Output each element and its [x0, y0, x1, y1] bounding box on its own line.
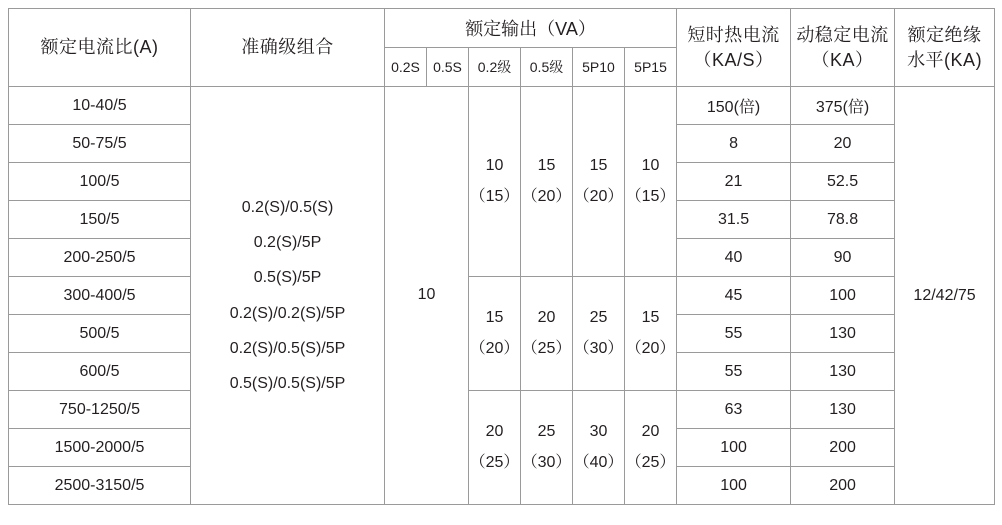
- va-main: 15: [537, 157, 556, 175]
- cell-dynamic-current: 52.5: [791, 163, 895, 201]
- cell-dynamic-current: 78.8: [791, 201, 895, 239]
- cell-ratio: 10-40/5: [9, 87, 191, 125]
- cell-dynamic-current: 130: [791, 315, 895, 353]
- cell-dynamic-current: 20: [791, 125, 895, 163]
- header-short-time-thermal-current: [677, 9, 791, 87]
- va-alt: （30）: [521, 453, 572, 471]
- header-rated-output-group: 额定输出（VA）: [385, 9, 677, 48]
- cell-ratio: 200-250/5: [9, 239, 191, 277]
- header-short-time-thermal-current-line2: （KA/S）: [693, 49, 774, 70]
- va-main: 15: [641, 309, 660, 327]
- cell-thermal-current: 55: [677, 353, 791, 391]
- cell-va-5p10: [573, 87, 625, 277]
- header-row-1: [9, 9, 995, 48]
- cell-ratio: 500/5: [9, 315, 191, 353]
- cell-dynamic-current: 100: [791, 277, 895, 315]
- cell-ratio: 300-400/5: [9, 277, 191, 315]
- cell-va-5p15: [625, 277, 677, 391]
- cell-ratio: 50-75/5: [9, 125, 191, 163]
- cell-va-5p15: [625, 87, 677, 277]
- va-alt: （15）: [625, 187, 676, 205]
- va-alt: （40）: [573, 453, 624, 471]
- header-rated-insulation-level-line1: 额定绝缘: [907, 25, 982, 46]
- cell-va-0-2-class: [469, 391, 521, 505]
- cell-va-0-2-class: [469, 277, 521, 391]
- cell-thermal-current: 55: [677, 315, 791, 353]
- cell-thermal-current: 100: [677, 429, 791, 467]
- cell-va-0-5-class: [521, 391, 573, 505]
- va-main: 15: [589, 157, 608, 175]
- va-alt: （20）: [521, 187, 572, 205]
- cell-va-5p10: [573, 277, 625, 391]
- header-dynamic-stability-current-line1: 动稳定电流: [796, 25, 889, 46]
- header-ratio: 额定电流比(A): [9, 9, 191, 87]
- header-va-0-2-class: 0.2级: [469, 48, 521, 87]
- cell-dynamic-current: 200: [791, 467, 895, 505]
- accuracy-line: 0.2(S)/5P: [253, 234, 322, 252]
- va-alt: （20）: [469, 339, 520, 357]
- cell-thermal-current: 8: [677, 125, 791, 163]
- table-row: [9, 87, 995, 125]
- cell-va-0-5-class: [521, 87, 573, 277]
- header-accuracy-combo: 准确级组合: [191, 9, 385, 87]
- header-dynamic-stability-current-line2: （KA）: [811, 49, 874, 70]
- accuracy-line: 0.5(S)/5P: [253, 269, 322, 287]
- va-alt: （25）: [521, 339, 572, 357]
- header-va-0-2s: 0.2S: [385, 48, 427, 87]
- cell-thermal-current: 45: [677, 277, 791, 315]
- cell-va-0-2-class: [469, 87, 521, 277]
- cell-insulation-level: 12/42/75: [895, 87, 995, 505]
- accuracy-line: 0.5(S)/0.5(S)/5P: [229, 374, 346, 392]
- cell-ratio: 600/5: [9, 353, 191, 391]
- cell-ratio: 100/5: [9, 163, 191, 201]
- cell-ratio: 150/5: [9, 201, 191, 239]
- cell-thermal-current: 40: [677, 239, 791, 277]
- va-main: 20: [485, 423, 504, 441]
- header-va-5p10: 5P10: [573, 48, 625, 87]
- table-row: [9, 277, 995, 315]
- cell-va-5p15: [625, 391, 677, 505]
- va-alt: （25）: [625, 453, 676, 471]
- cell-dynamic-current: 130: [791, 353, 895, 391]
- cell-ratio: 2500-3150/5: [9, 467, 191, 505]
- header-rated-insulation-level-line2: 水平(KA): [907, 49, 983, 70]
- cell-thermal-current: 100: [677, 467, 791, 505]
- cell-va-0-5-class: [521, 277, 573, 391]
- va-main: 25: [589, 309, 608, 327]
- cell-dynamic-current: 90: [791, 239, 895, 277]
- cell-dynamic-current: 200: [791, 429, 895, 467]
- specification-table: [8, 8, 995, 505]
- cell-va-0-2s-0-5s: 10: [385, 87, 469, 505]
- header-dynamic-stability-current: [791, 9, 895, 87]
- header-rated-insulation-level: [895, 9, 995, 87]
- va-alt: （15）: [469, 187, 520, 205]
- va-main: 20: [537, 309, 556, 327]
- va-main: 20: [641, 423, 660, 441]
- header-short-time-thermal-current-line1: 短时热电流: [687, 25, 780, 46]
- va-alt: （20）: [573, 187, 624, 205]
- cell-dynamic-current: 375(倍): [791, 87, 895, 125]
- accuracy-line: 0.2(S)/0.5(S)/5P: [229, 339, 346, 357]
- header-va-0-5s: 0.5S: [427, 48, 469, 87]
- cell-dynamic-current: 130: [791, 391, 895, 429]
- va-alt: （30）: [573, 339, 624, 357]
- va-main: 10: [641, 157, 660, 175]
- accuracy-line: 0.2(S)/0.2(S)/5P: [229, 304, 346, 322]
- header-va-0-5-class: 0.5级: [521, 48, 573, 87]
- cell-thermal-current: 150(倍): [677, 87, 791, 125]
- va-main: 25: [537, 423, 556, 441]
- cell-va-5p10: [573, 391, 625, 505]
- cell-thermal-current: 31.5: [677, 201, 791, 239]
- va-main: 30: [589, 423, 608, 441]
- table-row: [9, 391, 995, 429]
- cell-ratio: 1500-2000/5: [9, 429, 191, 467]
- va-alt: （25）: [469, 453, 520, 471]
- cell-ratio: 750-1250/5: [9, 391, 191, 429]
- va-main: 15: [485, 309, 504, 327]
- table-body: [9, 87, 995, 505]
- accuracy-line: 0.2(S)/0.5(S): [241, 198, 334, 216]
- cell-accuracy-combo: [191, 87, 385, 505]
- va-main: 10: [485, 157, 504, 175]
- cell-thermal-current: 21: [677, 163, 791, 201]
- table-header: [9, 9, 995, 87]
- va-alt: （20）: [625, 339, 676, 357]
- header-va-5p15: 5P15: [625, 48, 677, 87]
- cell-thermal-current: 63: [677, 391, 791, 429]
